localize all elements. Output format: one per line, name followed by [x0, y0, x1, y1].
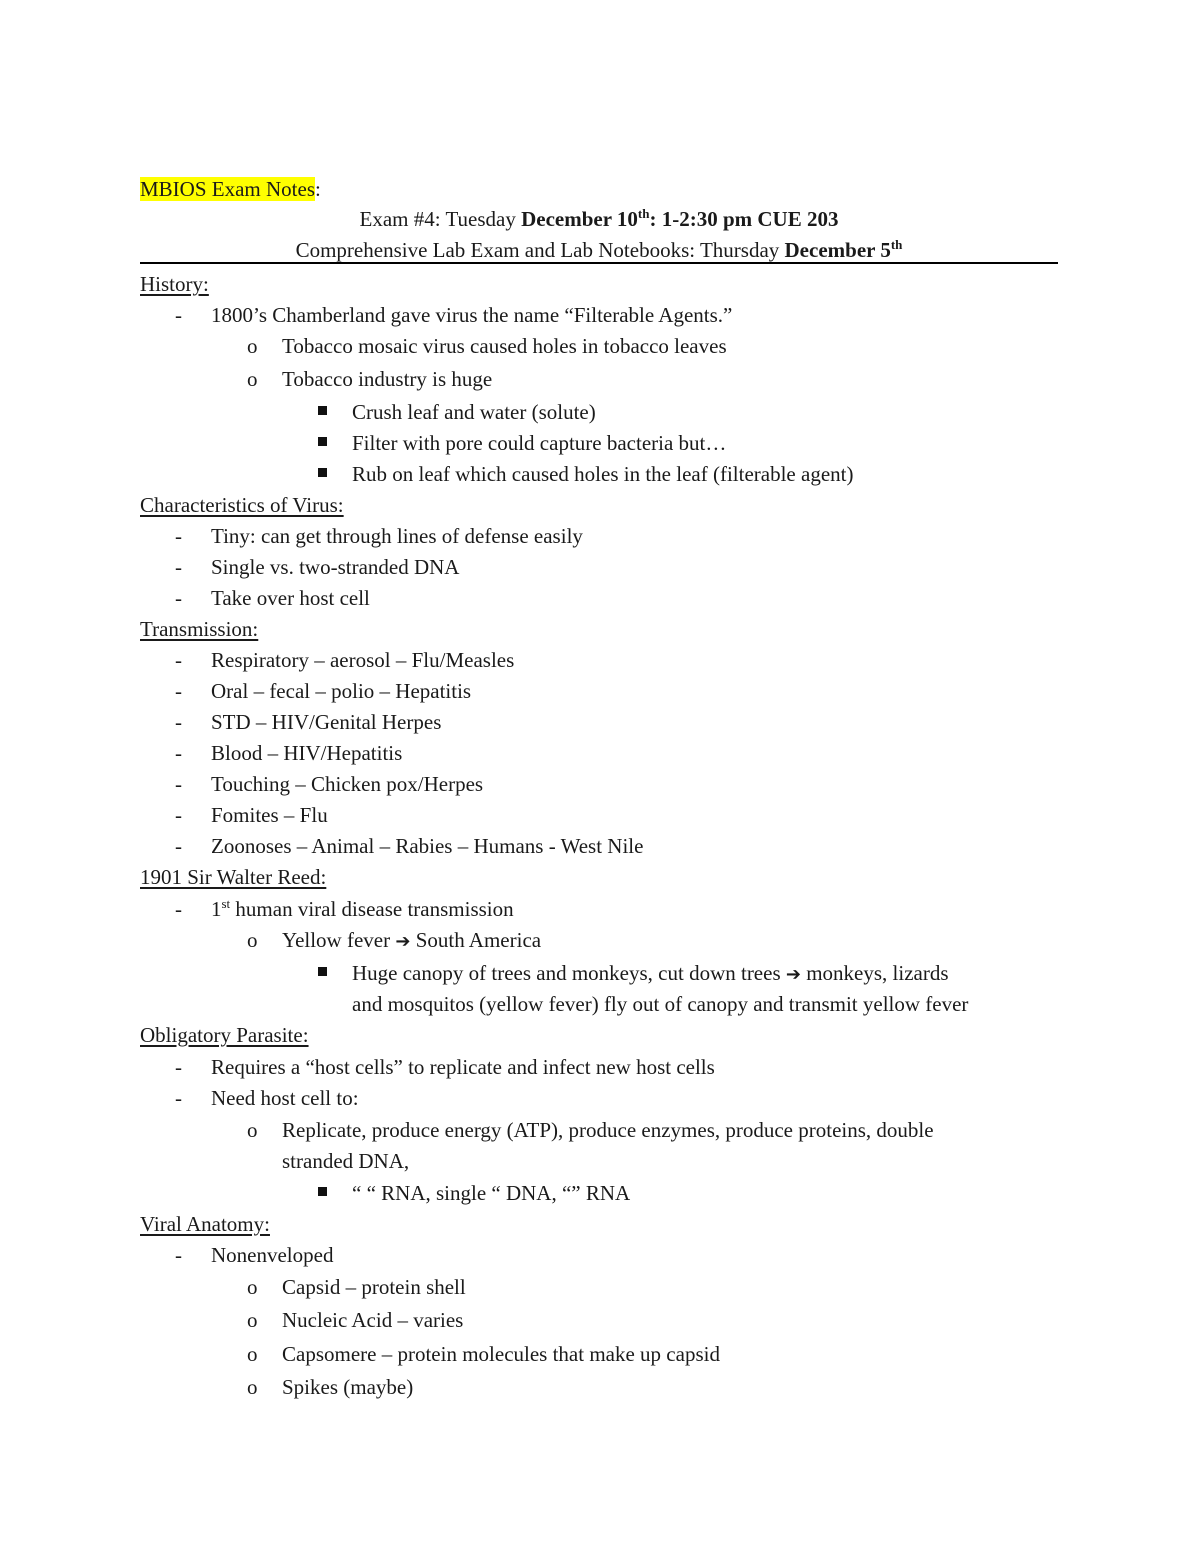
history-heading: History:	[140, 272, 209, 296]
list-item: Need host cell to:	[211, 1086, 359, 1110]
list-item: Tobacco mosaic virus caused holes in tobacco leaves	[282, 334, 727, 358]
dash-bullet: -	[175, 1086, 182, 1110]
circle-bullet: o	[247, 1342, 258, 1366]
list-item: Huge canopy of trees and monkeys, cut down trees ➔ monkeys, lizards	[352, 961, 949, 985]
arrow-right-icon: ➔	[785, 964, 801, 985]
circle-bullet: o	[247, 334, 258, 358]
characteristics-heading: Characteristics of Virus:	[140, 493, 344, 517]
header-divider	[140, 262, 1058, 264]
list-item-continuation: and mosquitos (yellow fever) fly out of canopy and transmit yellow fever	[352, 992, 969, 1016]
list-item: Fomites – Flu	[211, 803, 328, 827]
list-item: Blood – HIV/Hepatitis	[211, 741, 403, 765]
list-item: 1st human viral disease transmission	[211, 896, 514, 921]
circle-bullet: o	[247, 1118, 258, 1142]
list-item: Spikes (maybe)	[282, 1375, 414, 1399]
list-item: Replicate, produce energy (ATP), produce enzymes, produce proteins, double	[282, 1118, 934, 1142]
list-item: Rub on leaf which caused holes in the leaf (filterable agent)	[352, 462, 854, 486]
list-item: STD – HIV/Genital Herpes	[211, 710, 442, 734]
exam-date-line: Exam #4: Tuesday December 10th: 1-2:30 pm CUE 203	[359, 206, 839, 231]
list-item: Capsid – protein shell	[282, 1275, 466, 1299]
dash-bullet: -	[175, 555, 182, 579]
list-item: Capsomere – protein molecules that make up capsid	[282, 1342, 720, 1366]
list-item: Nonenveloped	[211, 1243, 334, 1267]
list-item: Requires a “host cells” to replicate and infect new host cells	[211, 1055, 715, 1079]
list-item: Nucleic Acid – varies	[282, 1308, 464, 1332]
transmission-heading: Transmission:	[140, 617, 259, 641]
dash-bullet: -	[175, 834, 182, 858]
list-item: Single vs. two-stranded DNA	[211, 555, 460, 579]
dash-bullet: -	[175, 1243, 182, 1267]
dash-bullet: -	[175, 741, 182, 765]
circle-bullet: o	[247, 928, 258, 952]
square-bullet-icon	[318, 1187, 327, 1196]
dash-bullet: -	[175, 710, 182, 734]
circle-bullet: o	[247, 1275, 258, 1299]
dash-bullet: -	[175, 772, 182, 796]
list-item: Crush leaf and water (solute)	[352, 400, 596, 424]
list-item: Tiny: can get through lines of defense easily	[211, 524, 583, 548]
dash-bullet: -	[175, 586, 182, 610]
list-item: Oral – fecal – polio – Hepatitis	[211, 679, 472, 703]
list-item: Yellow fever ➔ South America	[282, 928, 542, 952]
list-item: Zoonoses – Animal – Rabies – Humans - West Nile	[211, 834, 644, 858]
list-item: “ “ RNA, single “ DNA, “” RNA	[352, 1181, 631, 1205]
lab-exam-line: Comprehensive Lab Exam and Lab Notebooks: Thursday December 5th	[295, 237, 903, 262]
circle-bullet: o	[247, 1375, 258, 1399]
square-bullet-icon	[318, 437, 327, 446]
dash-bullet: -	[175, 648, 182, 672]
arrow-right-icon: ➔	[395, 931, 411, 952]
list-item: 1800’s Chamberland gave virus the name “Filterable Agents.”	[211, 303, 733, 327]
circle-bullet: o	[247, 1308, 258, 1332]
dash-bullet: -	[175, 1055, 182, 1079]
list-item-continuation: stranded DNA,	[282, 1149, 410, 1173]
dash-bullet: -	[175, 897, 182, 921]
dash-bullet: -	[175, 524, 182, 548]
notes-title: MBIOS Exam Notes:	[140, 177, 321, 201]
square-bullet-icon	[318, 468, 327, 477]
list-item: Respiratory – aerosol – Flu/Measles	[211, 648, 515, 672]
square-bullet-icon	[318, 406, 327, 415]
circle-bullet: o	[247, 367, 258, 391]
list-item: Filter with pore could capture bacteria but…	[352, 431, 727, 455]
square-bullet-icon	[318, 967, 327, 976]
list-item: Touching – Chicken pox/Herpes	[211, 772, 484, 796]
viral-anatomy-heading: Viral Anatomy:	[140, 1212, 270, 1236]
list-item: Tobacco industry is huge	[282, 367, 493, 391]
walter-reed-heading: 1901 Sir Walter Reed:	[140, 865, 327, 889]
list-item: Take over host cell	[211, 586, 370, 610]
dash-bullet: -	[175, 679, 182, 703]
highlighted-title: MBIOS Exam Notes	[140, 177, 315, 201]
dash-bullet: -	[175, 803, 182, 827]
dash-bullet: -	[175, 303, 182, 327]
obligatory-parasite-heading: Obligatory Parasite:	[140, 1023, 309, 1047]
